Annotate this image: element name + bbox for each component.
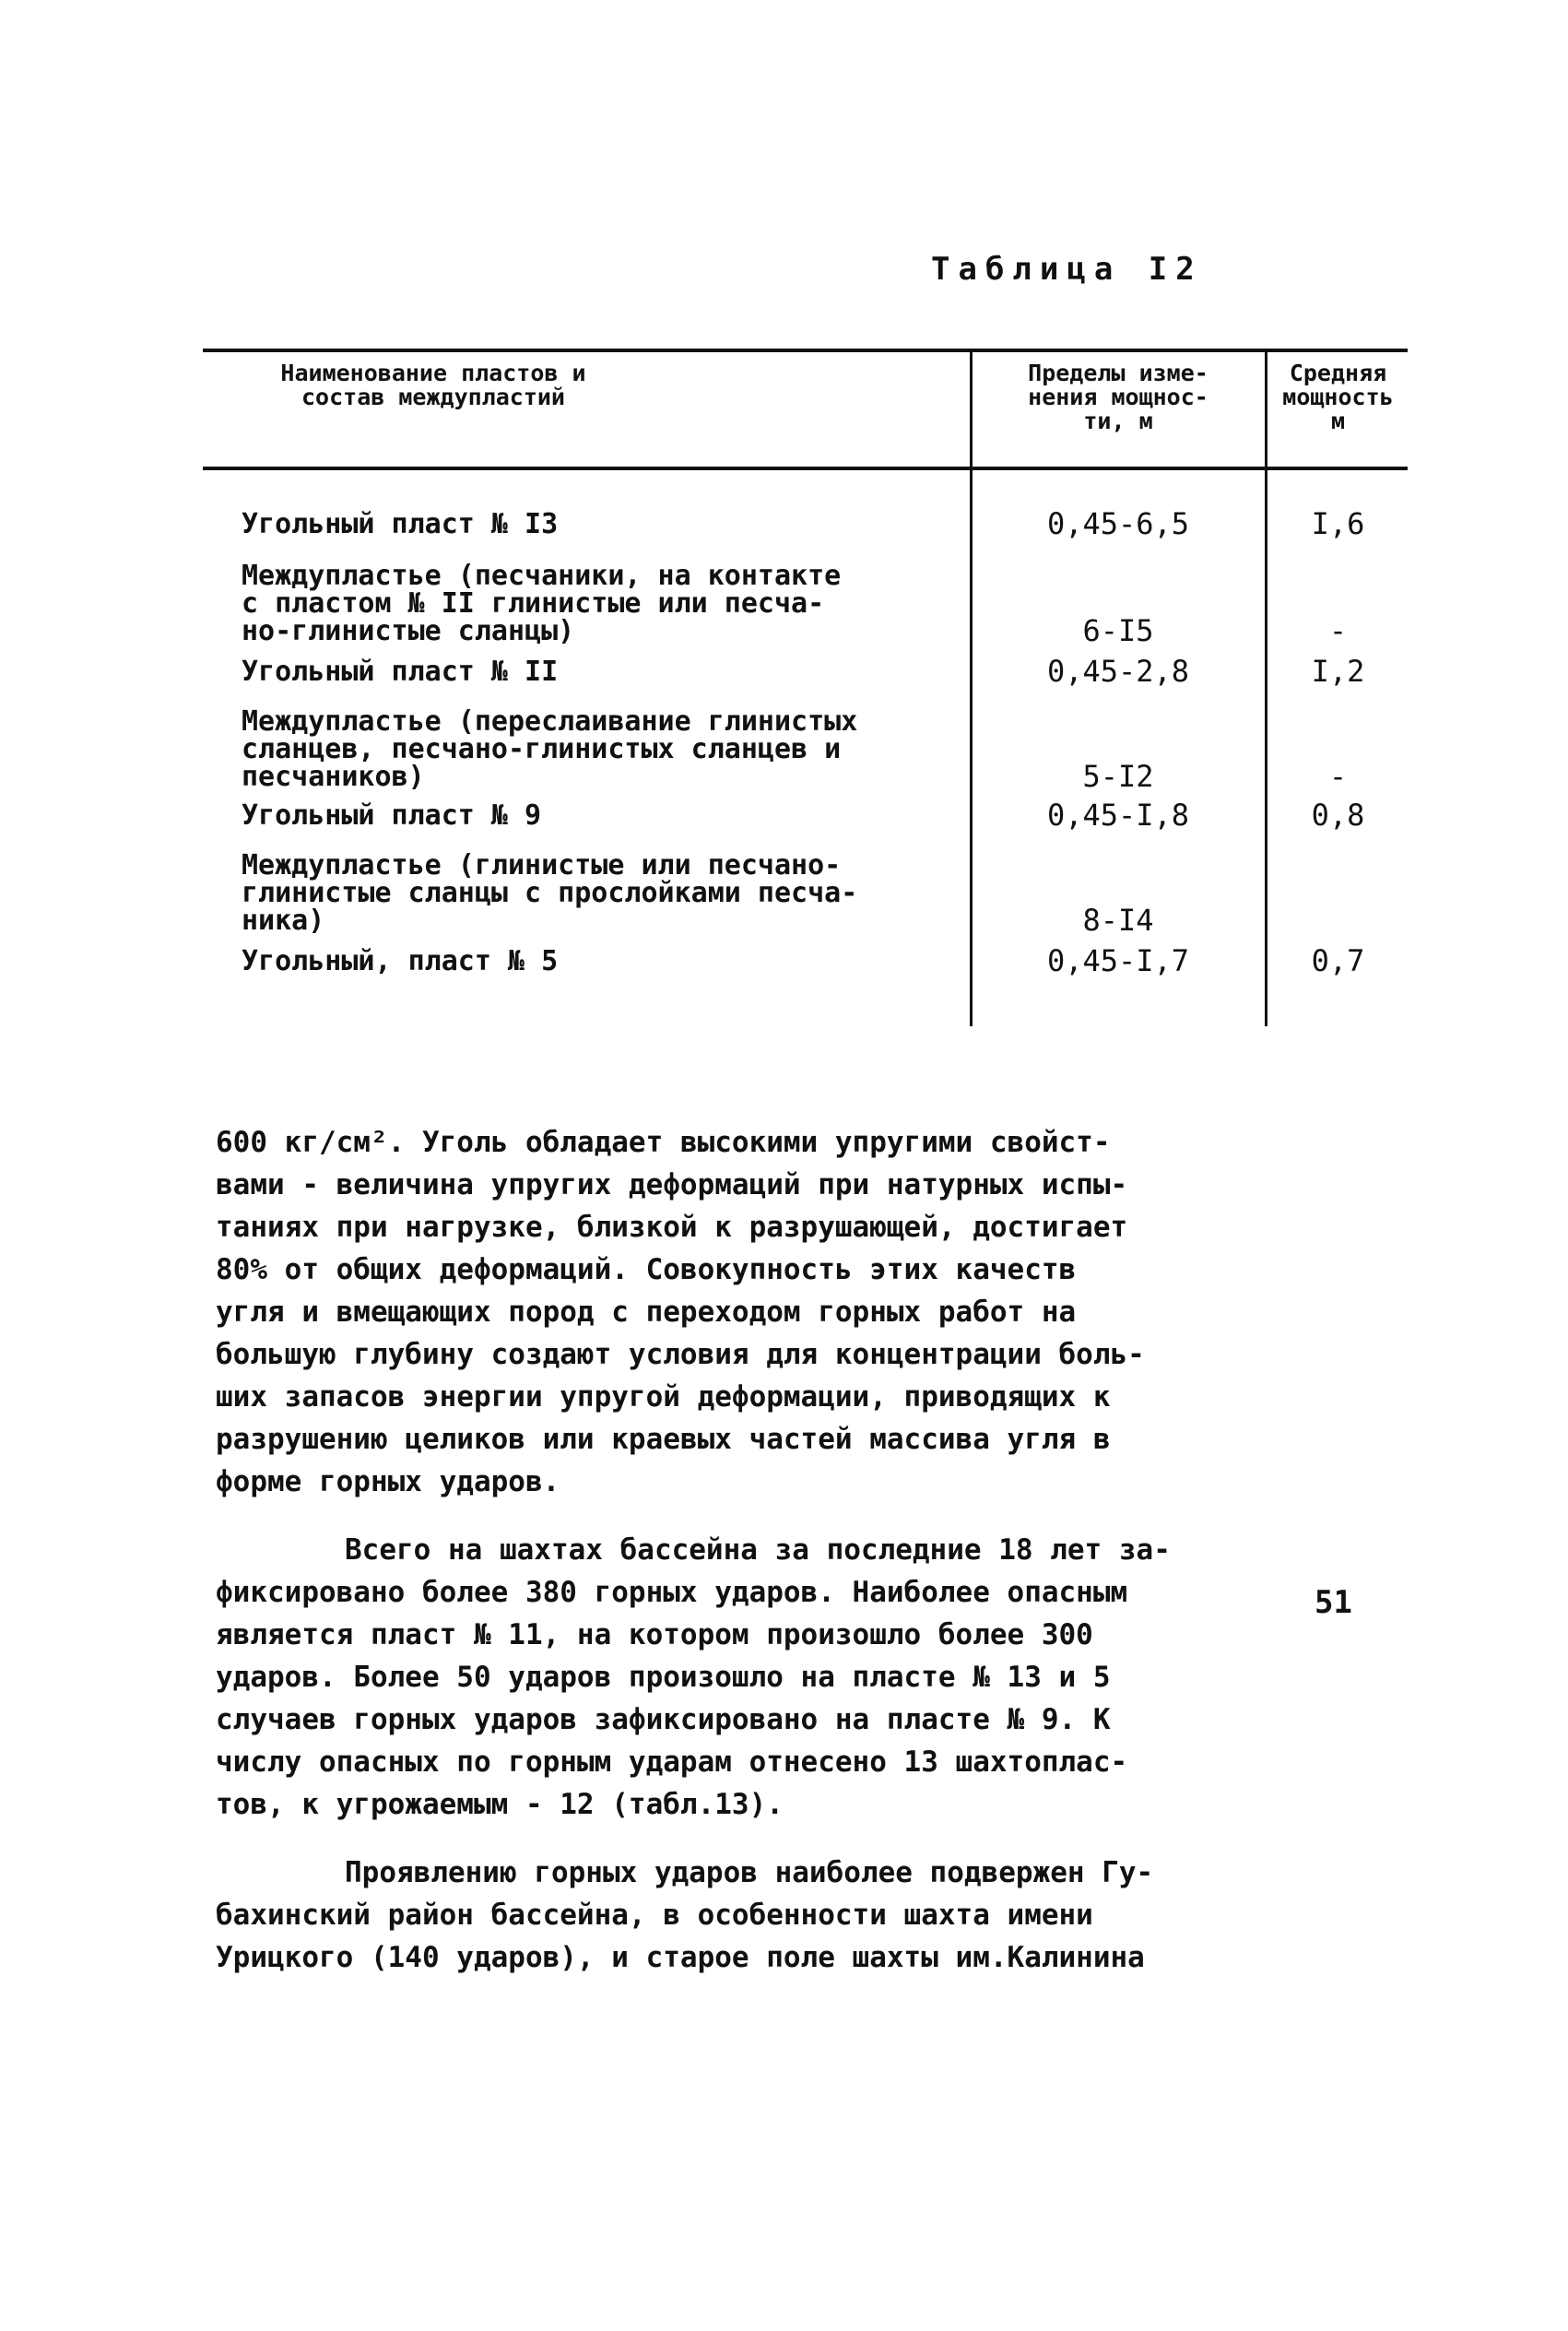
row-name <box>242 705 942 793</box>
text-line: фиксировано более 380 горных ударов. Наиболее опасным <box>216 1576 1128 1609</box>
text-line: 80% от общих деформаций. Совокупность этих качеств <box>216 1253 1077 1286</box>
table-row <box>203 846 1408 938</box>
text-line: вами - величина упругих деформаций при натурных испы- <box>216 1168 1128 1201</box>
text-line: является пласт № 11, на котором произошло более 300 <box>216 1618 1093 1651</box>
text-line: большую глубину создают условия для концентрации боль- <box>216 1338 1145 1371</box>
paragraph <box>216 1852 1405 1979</box>
table-title: Таблица I2 <box>931 251 1203 288</box>
row-name-line: с пластом № II глинистые или песча- <box>242 587 825 620</box>
text-line: 600 кг/см². Уголь обладает высокими упругими свойст- <box>216 1126 1111 1159</box>
row-name <box>242 658 942 686</box>
row-name-line: глинистые сланцы с прослойками песча- <box>242 877 858 909</box>
text-line: ших запасов энергии упругой деформации, приводящих к <box>216 1380 1111 1414</box>
text-line: Урицкого (140 ударов), и старое поле шахты им.Калинина <box>216 1941 1145 1974</box>
header-line: Средняя <box>1289 360 1387 386</box>
text-line: форме горных ударов. <box>216 1465 560 1498</box>
row-range: 0,45-6,5 <box>1046 506 1190 541</box>
data-table <box>203 349 1408 1026</box>
body-text <box>216 1121 1405 1979</box>
header-line: мощность <box>1282 384 1394 410</box>
text-line: таниях при нагрузке, близкой к разрушающей, достигает <box>216 1211 1128 1244</box>
header-line: Пределы изме- <box>1028 360 1208 386</box>
row-range: 6-I5 <box>1082 613 1154 648</box>
row-name-line: ника) <box>242 905 325 937</box>
row-average: I,6 <box>1311 506 1365 541</box>
header-average <box>1268 361 1408 433</box>
row-name-line: Междупластье (глинистые или песчано- <box>242 849 842 882</box>
text-line: ударов. Более 50 ударов произошло на пласте № 13 и 5 <box>216 1661 1111 1694</box>
table-row <box>203 653 1408 689</box>
text-line: числу опасных по горным ударам отнесено 13 шахтоплас- <box>216 1745 1128 1779</box>
header-line: состав междупластий <box>301 384 565 410</box>
text-line: бахинский район бассейна, в особенности шахта имени <box>216 1899 1093 1932</box>
header-range <box>973 361 1263 433</box>
row-average: 0,8 <box>1311 798 1365 833</box>
row-average: I,2 <box>1311 654 1365 689</box>
row-name-line: Междупластье (переслаивание глинистых <box>242 705 858 738</box>
paragraph <box>216 1121 1405 1503</box>
row-name <box>242 508 942 540</box>
paragraph <box>216 1529 1405 1826</box>
row-range: 5-I2 <box>1082 759 1154 794</box>
header-line: нения мощнос- <box>1028 384 1208 410</box>
table-row <box>203 942 1408 976</box>
text-line: угля и вмещающих пород с переходом горных работ на <box>216 1296 1077 1329</box>
text-line: Проявлению горных ударов наиболее подвержен Гу- <box>345 1856 1154 1889</box>
header-line: Наименование пластов и <box>280 360 586 386</box>
row-name-line: сланцев, песчано-глинистых сланцев и <box>242 733 842 765</box>
text-line: Всего на шахтах бассейна за последние 18 лет за- <box>345 1533 1171 1567</box>
table-top-rule <box>203 349 1408 352</box>
row-average: - <box>1328 759 1348 794</box>
page-number: 51 <box>1315 1584 1352 1621</box>
table-row <box>203 703 1408 794</box>
header-line: ти, м <box>1083 408 1153 434</box>
row-name-line: Угольный, пласт № 5 <box>242 945 559 977</box>
text-line: тов, к угрожаемым - 12 (табл.13). <box>216 1788 784 1821</box>
row-name-line: но-глинистые сланцы) <box>242 615 575 647</box>
row-name <box>242 562 942 645</box>
text-line: разрушению целиков или краевых частей массива угля в <box>216 1423 1111 1456</box>
table-header-rule <box>203 467 1408 470</box>
table-row <box>203 797 1408 833</box>
row-range: 0,45-2,8 <box>1046 654 1190 689</box>
row-name-line: Междупластье (песчаники, на контакте <box>242 560 842 592</box>
row-range: 0,45-I,7 <box>1046 943 1190 978</box>
row-range: 8-I4 <box>1082 903 1154 938</box>
row-average: 0,7 <box>1311 943 1365 978</box>
row-range: 0,45-I,8 <box>1046 798 1190 833</box>
row-name-line: песчаников) <box>242 761 425 793</box>
header-line: м <box>1330 408 1346 434</box>
row-name <box>242 849 942 937</box>
row-name-line: Угольный пласт № II <box>242 656 559 688</box>
row-name-line: Угольный пласт № I3 <box>242 508 559 540</box>
text-line: случаев горных ударов зафиксировано на пласте № 9. К <box>216 1703 1111 1736</box>
row-average: - <box>1328 613 1348 648</box>
table-row <box>203 557 1408 648</box>
row-name-line: Угольный пласт № 9 <box>242 799 542 832</box>
table-row <box>203 505 1408 541</box>
row-name <box>242 799 942 832</box>
row-name <box>242 945 942 977</box>
header-name <box>203 361 664 409</box>
